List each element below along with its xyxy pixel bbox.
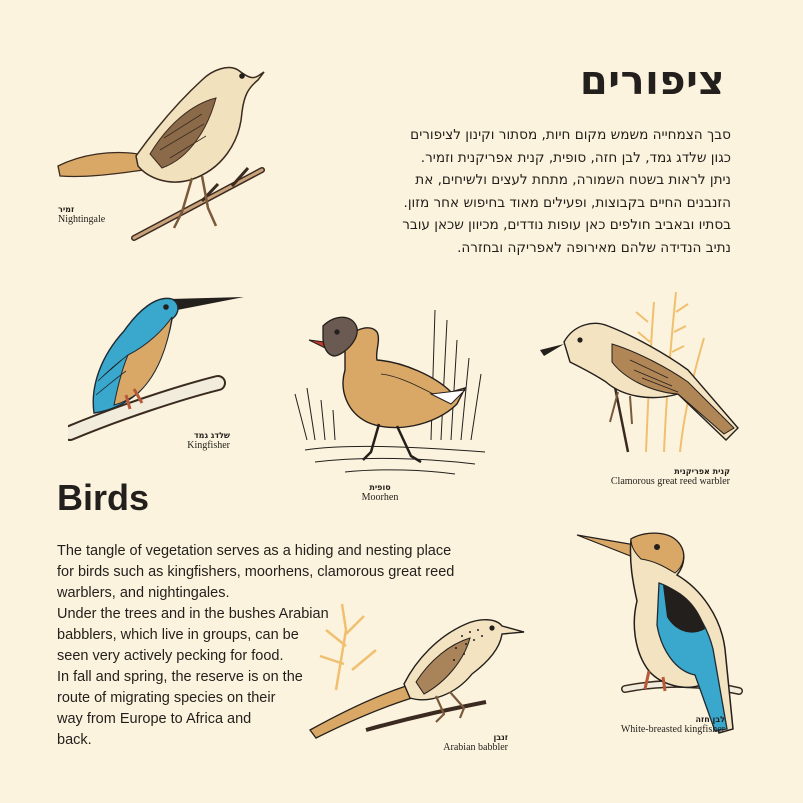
english-body-line: In fall and spring, the reserve is on the xyxy=(57,669,303,685)
kingfisher-caption-english: Kingfisher xyxy=(187,440,230,451)
hebrew-body-line: סבך הצמחייה משמש מקום חיות, מסתור וקינון לציפורים xyxy=(410,127,731,143)
kingfisher-caption-hebrew: שלדג גמד xyxy=(193,431,230,440)
english-body-line: The tangle of vegetation serves as a hiding and nesting place xyxy=(57,543,452,559)
english-body-line: Under the trees and in the bushes Arabian xyxy=(57,606,329,622)
nightingale-caption xyxy=(58,205,105,225)
english-title: Birds xyxy=(57,477,150,518)
hebrew-body-line: כגון שלדג גמד, לבן חזה, סופית, קנית אפריקנית וזמיר. xyxy=(420,149,731,166)
nightingale-caption-hebrew: זמיר xyxy=(58,205,75,214)
english-body-line: seen very actively pecking for food. xyxy=(57,648,284,664)
moorhen-caption-english: Moorhen xyxy=(361,492,399,503)
kingfisher-illustration xyxy=(68,285,248,447)
reed-warbler-caption-hebrew: קנית אפריקנית xyxy=(674,467,730,476)
babbler-illustration xyxy=(306,590,528,740)
babbler-caption-hebrew: זנבן xyxy=(493,733,508,742)
nightingale-caption-english: Nightingale xyxy=(58,214,106,225)
kingfisher-caption xyxy=(150,431,230,451)
hebrew-body-line: בסתיו ובאביב חולפים כאן עופות נודדים, מכיוון שכאן עובר xyxy=(402,217,731,234)
hebrew-body-line: ניתן לראות בשטח השמורה, מתחת לעצים ולשיחים, את xyxy=(415,172,731,189)
moorhen-illustration xyxy=(285,300,497,480)
moorhen-caption xyxy=(340,483,420,503)
reed-warbler-caption xyxy=(580,467,730,487)
hebrew-title: ציפורים xyxy=(579,58,725,104)
english-body-line: route of migrating species on their xyxy=(57,690,276,706)
babbler-caption xyxy=(420,733,508,753)
white-breasted-kingfisher-caption xyxy=(560,715,725,735)
reed-warbler-illustration xyxy=(538,282,752,457)
english-body-line: warblers, and nightingales. xyxy=(57,585,230,601)
hebrew-body-line: נתיב הנדידה שלהם מאירופה לאפריקה ובחזרה. xyxy=(457,239,731,256)
english-body-line: babblers, which live in groups, can be xyxy=(57,627,299,643)
english-body-line: way from Europe to Africa and xyxy=(57,711,252,727)
babbler-caption-english: Arabian babbler xyxy=(443,742,508,753)
hebrew-body xyxy=(291,124,731,260)
white-breasted-kingfisher-caption-english: White-breasted kingfisher xyxy=(620,724,725,735)
english-body-line: for birds such as kingfishers, moorhens, clamorous great reed xyxy=(57,564,455,580)
white-breasted-kingfisher-caption-hebrew: לבן חזה xyxy=(695,715,725,724)
hebrew-body-line: הזנבנים החיים בקבוצות, ופעילים מאוד בחיפוש אחר מזון. xyxy=(403,194,731,211)
english-body-line: back. xyxy=(57,732,92,748)
reed-warbler-caption-english: Clamorous great reed warbler xyxy=(610,476,730,487)
white-breasted-kingfisher-illustration xyxy=(575,525,745,737)
moorhen-caption-hebrew: סופית xyxy=(369,483,391,492)
